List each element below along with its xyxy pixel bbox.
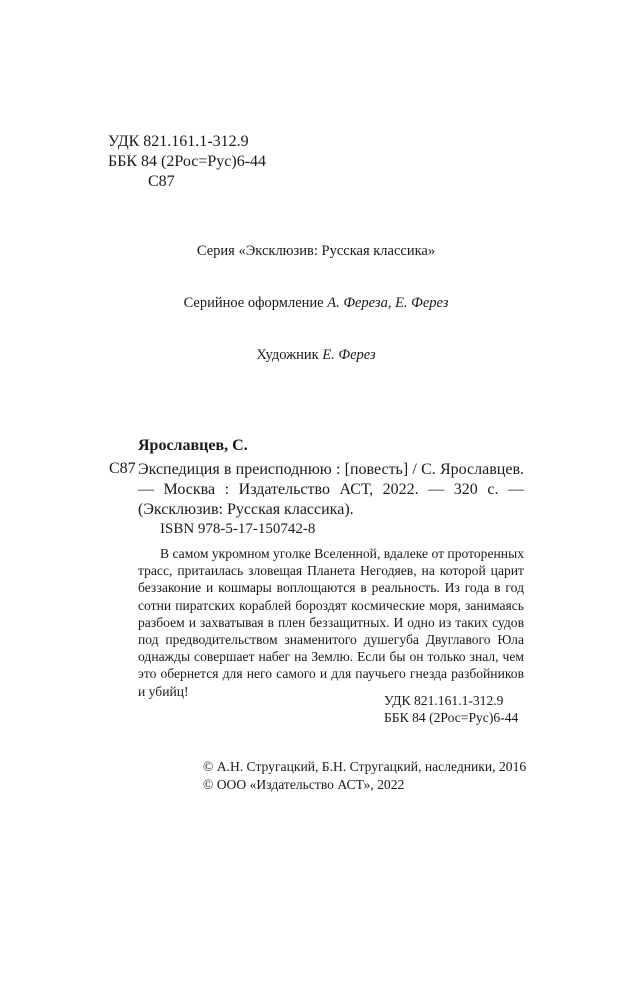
- classification-block-top: [108, 132, 266, 192]
- isbn: ISBN 978-5-17-150742-8: [160, 521, 316, 537]
- design-names: А. Фереза, Е. Ферез: [327, 295, 449, 311]
- design-label: Серийное оформление: [183, 295, 328, 311]
- copyright-block: [203, 758, 526, 794]
- udk-code: УДК 821.161.1-312.9: [108, 133, 249, 150]
- artist-label: Художник: [256, 347, 323, 363]
- artist-name: Е. Ферез: [322, 347, 376, 363]
- catalog-author: Ярославцев, С.: [138, 437, 248, 454]
- udk-code-bottom: УДК 821.161.1-312.9: [384, 693, 504, 708]
- series-line: Серия «Эксклюзив: Русская классика»: [196, 243, 436, 259]
- bbk-code: ББК 84 (2Рос=Рус)6-44: [108, 153, 267, 170]
- artist-credit: [0, 347, 632, 364]
- bibliographic-entry: Экспедиция в преисподнюю : [повесть] / С. Ярославцев. — Москва : Издательство АСТ, 2022. — 320 с. — (Эксклюзив: Русская классика).: [138, 461, 524, 518]
- design-credit: [0, 295, 632, 312]
- classification-block-bottom: [384, 692, 518, 726]
- author-mark: С87: [148, 173, 175, 190]
- copyright-line-1: © А.Н. Стругацкий, Б.Н. Стругацкий, наследники, 2016: [203, 759, 527, 774]
- bbk-code-bottom: ББК 84 (2Рос=Рус)6-44: [384, 710, 519, 725]
- copyright-line-2: © ООО «Издательство АСТ», 2022: [203, 777, 405, 792]
- catalog-mark: С87: [109, 460, 136, 477]
- annotation: В самом укромном уголке Вселенной, вдалеке от проторенных трасс, притаилась зловещая Планета Негодяев, на которой царит беззаконие и кошмары воплощаются в реальность. Из года в год сотни пиратских кораблей бороздят космические моря, занимаясь разбоем и захватывая в плен беззащитных. И одно из таких судов под предводительством знаменитого душегуба Двуглавого Юла однажды совершает набег на Землю. Если бы он только знал, чем это обернется для него самого и для паучьего гнезда разбойников и убийц!: [138, 546, 524, 699]
